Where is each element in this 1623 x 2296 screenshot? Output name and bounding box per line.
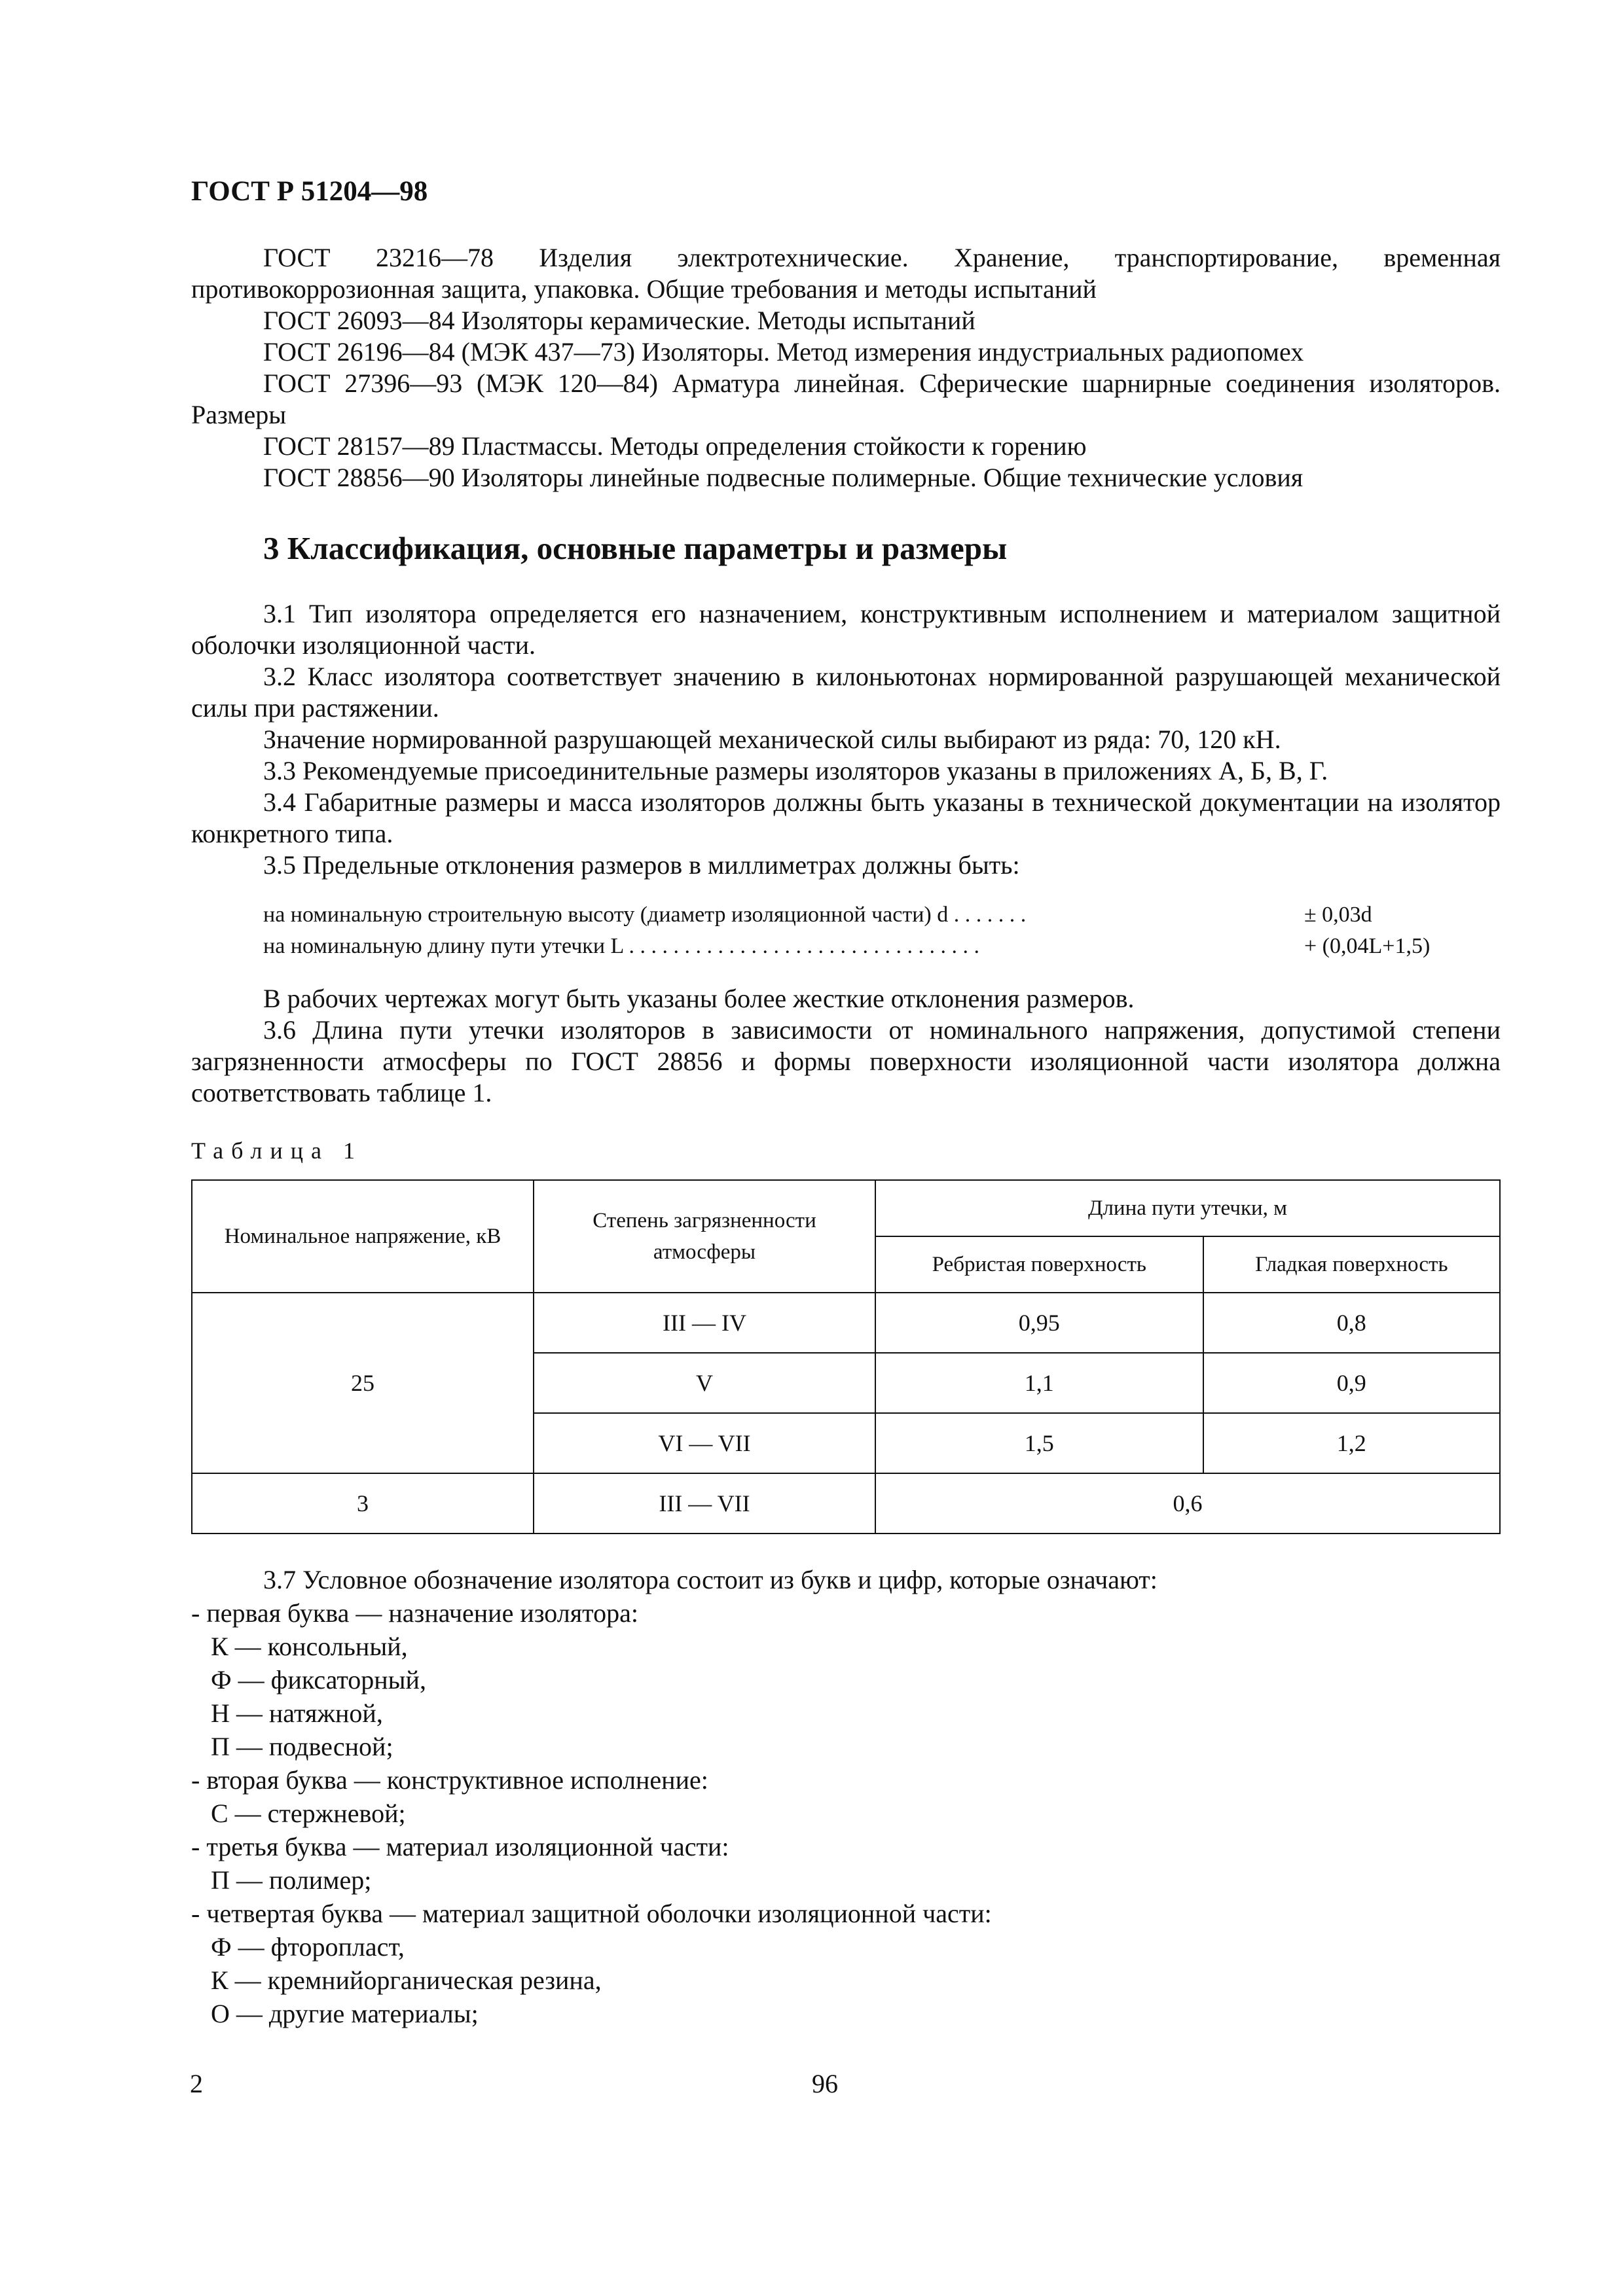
cell-smooth: 1,2 <box>1203 1413 1500 1473</box>
header-voltage: Номинальное напряжение, кВ <box>192 1180 534 1293</box>
paragraph: 3.4 Габаритные размеры и масса изоляторов должны быть указаны в технической документации на изолятор конкретного типа. <box>191 787 1501 848</box>
cell-ribbed: 0,95 <box>875 1293 1203 1353</box>
designation-list <box>191 1563 1501 2030</box>
reference-item: ГОСТ 27396—93 (МЭК 120—84) Арматура линейная. Сферические шарнирные соединения изоляторов. Размеры <box>191 368 1501 429</box>
paragraph: 3.6 Длина пути утечки изоляторов в зависимости от номинального напряжения, допустимой степени загрязненности атмосферы по ГОСТ 28856 и формы поверхности изоляционной части изолятора должна соответствовать таблице 1. <box>191 1015 1501 1107</box>
list-item: 3.7 Условное обозначение изолятора состоит из букв и цифр, которые означают: <box>263 1565 1158 1594</box>
header-degree: Степень загрязненности атмосферы <box>534 1180 875 1293</box>
reference-item: ГОСТ 26196—84 (МЭК 437—73) Изоляторы. Метод измерения индустриальных радиопомех <box>263 337 1304 367</box>
list-item: - четвертая буква — материал защитной оболочки изоляционной части: <box>191 1899 992 1928</box>
table-row <box>192 1473 1500 1534</box>
cell-degree: III — IV <box>534 1293 875 1353</box>
references-list <box>191 242 1501 493</box>
paragraph: 3.3 Рекомендуемые присоединительные размеры изоляторов указаны в приложениях А, Б, В, Г. <box>263 756 1328 785</box>
list-item: Ф — фторопласт, <box>211 1932 405 1962</box>
page-number-center: 96 <box>812 2069 838 2098</box>
cell-smooth: 0,9 <box>1203 1353 1500 1413</box>
leakage-table <box>191 1179 1501 1534</box>
paragraph: Значение нормированной разрушающей механической силы выбирают из ряда: 70, 120 кН. <box>263 725 1281 754</box>
list-item: Н — натяжной, <box>211 1698 383 1728</box>
tolerance-row <box>263 931 1501 962</box>
reference-item: ГОСТ 23216—78 Изделия электротехнические. Хранение, транспортирование, временная противокоррозионная защита, упаковка. Общие требования и методы испытаний <box>191 243 1501 304</box>
reference-item: ГОСТ 28856—90 Изоляторы линейные подвесные полимерные. Общие технические условия <box>263 463 1304 492</box>
list-item: - первая буква — назначение изолятора: <box>191 1598 638 1628</box>
tolerance-value: + (0,04L+1,5) <box>1304 934 1431 958</box>
list-item: С — стержневой; <box>211 1799 406 1828</box>
paragraph: 3.1 Тип изолятора определяется его назначением, конструктивным исполнением и материалом защитной оболочки изоляционной части. <box>191 599 1501 660</box>
tolerance-row <box>263 899 1501 931</box>
table-caption: Таблица 1 <box>191 1138 363 1164</box>
cell-length: 0,6 <box>875 1473 1500 1534</box>
tolerance-text: на номинальную длину пути утечки L . . . . . . . . . . . . . . . . . . . . . . . . . . . . . . . . <box>263 934 980 958</box>
reference-item: ГОСТ 26093—84 Изоляторы керамические. Методы испытаний <box>263 306 976 335</box>
list-item: К — кремнийорганическая резина, <box>211 1965 602 1995</box>
header-ribbed: Ребристая поверхность <box>875 1236 1203 1293</box>
table-row <box>192 1293 1500 1353</box>
cell-smooth: 0,8 <box>1203 1293 1500 1353</box>
cell-voltage: 25 <box>192 1293 534 1473</box>
page-number-left: 2 <box>190 2069 203 2098</box>
tolerance-list <box>263 899 1501 962</box>
cell-voltage: 3 <box>192 1473 534 1534</box>
list-item: П — полимер; <box>211 1865 372 1895</box>
list-item: П — подвесной; <box>211 1732 393 1761</box>
list-item: Ф — фиксаторный, <box>211 1665 426 1695</box>
cell-ribbed: 1,1 <box>875 1353 1203 1413</box>
header-smooth: Гладкая поверхность <box>1203 1236 1500 1293</box>
list-item: - вторая буква — конструктивное исполнение: <box>191 1765 708 1795</box>
tolerance-text: на номинальную строительную высоту (диаметр изоляционной части) d . . . . . . . <box>263 903 1027 927</box>
cell-degree: III — VII <box>534 1473 875 1534</box>
document-header: ГОСТ Р 51204—98 <box>191 176 428 207</box>
table-header-row <box>192 1180 1500 1236</box>
paragraph: 3.5 Предельные отклонения размеров в миллиметрах должны быть: <box>263 850 1020 880</box>
section-title: 3 Классификация, основные параметры и размеры <box>263 530 1008 566</box>
reference-item: ГОСТ 28157—89 Пластмассы. Методы определения стойкости к горению <box>263 431 1087 461</box>
header-length: Длина пути утечки, м <box>875 1180 1500 1236</box>
tolerance-value: ± 0,03d <box>1304 903 1372 927</box>
cell-ribbed: 1,5 <box>875 1413 1203 1473</box>
list-item: К — консольный, <box>211 1632 408 1661</box>
list-item: - третья буква — материал изоляционной части: <box>191 1832 729 1861</box>
paragraph: 3.2 Класс изолятора соответствует значению в килоньютонах нормированной разрушающей механической силы при растяжении. <box>191 662 1501 723</box>
cell-degree: V <box>534 1353 875 1413</box>
list-item: О — другие материалы; <box>211 1999 479 2028</box>
document-body <box>191 242 1501 2030</box>
paragraph: В рабочих чертежах могут быть указаны более жесткие отклонения размеров. <box>263 984 1135 1013</box>
cell-degree: VI — VII <box>534 1413 875 1473</box>
